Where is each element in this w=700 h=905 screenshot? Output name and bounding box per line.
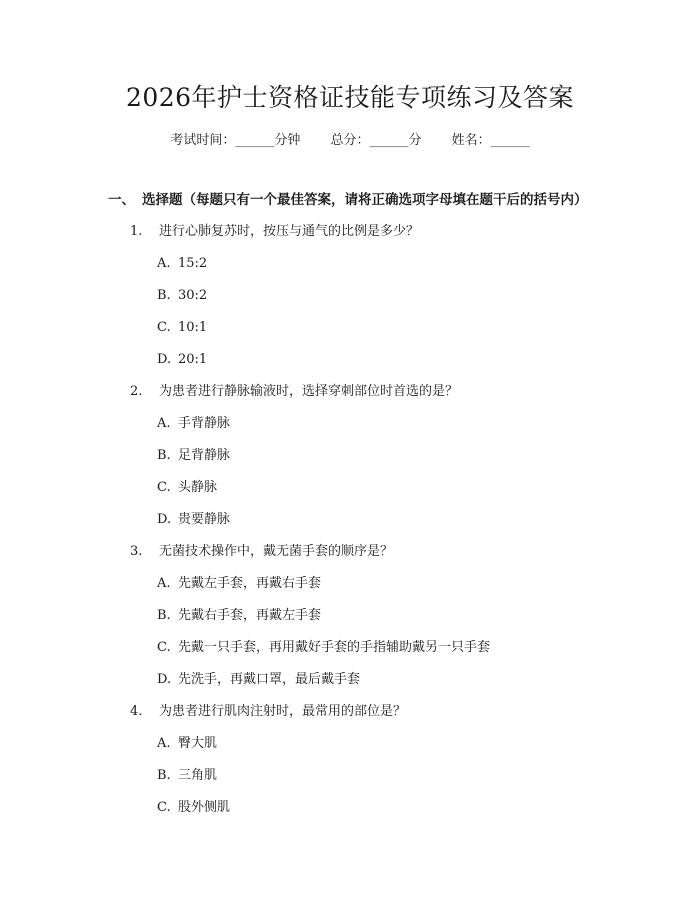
option-text: 先戴一只手套，再用戴好手套的手指辅助戴另一只手套	[178, 640, 491, 655]
option-text: 10:1	[178, 320, 208, 335]
page-title: 2026年护士资格证技能专项练习及答案	[125, 83, 575, 112]
answer-option	[0, 254, 700, 286]
option-letter: A.	[157, 576, 171, 591]
option-text: 先戴右手套，再戴左手套	[178, 608, 322, 623]
answer-option	[0, 414, 700, 446]
option-letter: C.	[157, 800, 171, 815]
option-letter: A.	[157, 416, 171, 431]
question-text: 为患者进行静脉输液时，选择穿刺部位时首选的是？	[159, 384, 459, 399]
option-letter: C.	[157, 480, 171, 495]
answer-option	[0, 510, 700, 542]
option-text: 臀大肌	[178, 736, 218, 751]
answer-option	[0, 446, 700, 478]
option-letter: C.	[157, 320, 171, 335]
answer-option	[0, 574, 700, 606]
question-text: 无菌技术操作中，戴无菌手套的顺序是？	[159, 544, 394, 559]
option-text: 股外侧肌	[178, 800, 231, 815]
option-text: 先戴左手套，再戴右手套	[178, 576, 322, 591]
option-letter: C.	[157, 640, 171, 655]
answer-option	[0, 286, 700, 318]
option-letter: A.	[157, 256, 171, 271]
answer-option	[0, 478, 700, 510]
option-letter: A.	[157, 736, 171, 751]
question-text: 为患者进行肌肉注射时，最常用的部位是？	[159, 704, 407, 719]
answer-option	[0, 734, 700, 766]
answer-option	[0, 318, 700, 350]
section-number: 一、	[108, 192, 135, 208]
option-letter: D.	[157, 672, 172, 687]
total-score-field: 总分：______分	[330, 133, 422, 148]
question-item	[0, 222, 700, 254]
option-letter: B.	[157, 768, 171, 783]
answer-option	[0, 798, 700, 830]
question-item	[0, 382, 700, 414]
option-letter: B.	[157, 608, 171, 623]
question-number: 4.	[130, 704, 143, 719]
option-text: 15:2	[178, 256, 208, 271]
option-text: 贵要静脉	[178, 512, 231, 527]
option-text: 手背静脉	[178, 416, 231, 431]
option-letter: B.	[157, 288, 171, 303]
option-text: 先洗手，再戴口罩，最后戴手套	[178, 672, 361, 687]
answer-option	[0, 638, 700, 670]
question-number: 2.	[130, 384, 143, 399]
section-heading	[108, 190, 588, 210]
exam-meta	[0, 131, 700, 151]
question-text: 进行心肺复苏时，按压与通气的比例是多少？	[159, 224, 420, 239]
answer-option	[0, 766, 700, 798]
section-title: 选择题（每题只有一个最佳答案，请将正确选项字母填在题干后的括号内）	[142, 192, 588, 208]
answer-option	[0, 670, 700, 702]
answer-option	[0, 606, 700, 638]
option-letter: B.	[157, 448, 171, 463]
question-item	[0, 702, 700, 734]
answer-option	[0, 350, 700, 382]
question-item	[0, 542, 700, 574]
question-number: 1.	[130, 224, 143, 239]
option-text: 三角肌	[178, 768, 218, 783]
option-text: 头静脉	[178, 480, 218, 495]
question-number: 3.	[130, 544, 143, 559]
option-text: 30:2	[178, 288, 208, 303]
option-letter: D.	[157, 352, 172, 367]
option-text: 20:1	[178, 352, 208, 367]
name-field: 姓名：______	[451, 133, 530, 148]
question-list	[0, 222, 700, 830]
option-text: 足背静脉	[178, 448, 231, 463]
exam-time-field: 考试时间：______分钟	[170, 133, 301, 148]
option-letter: D.	[157, 512, 172, 527]
